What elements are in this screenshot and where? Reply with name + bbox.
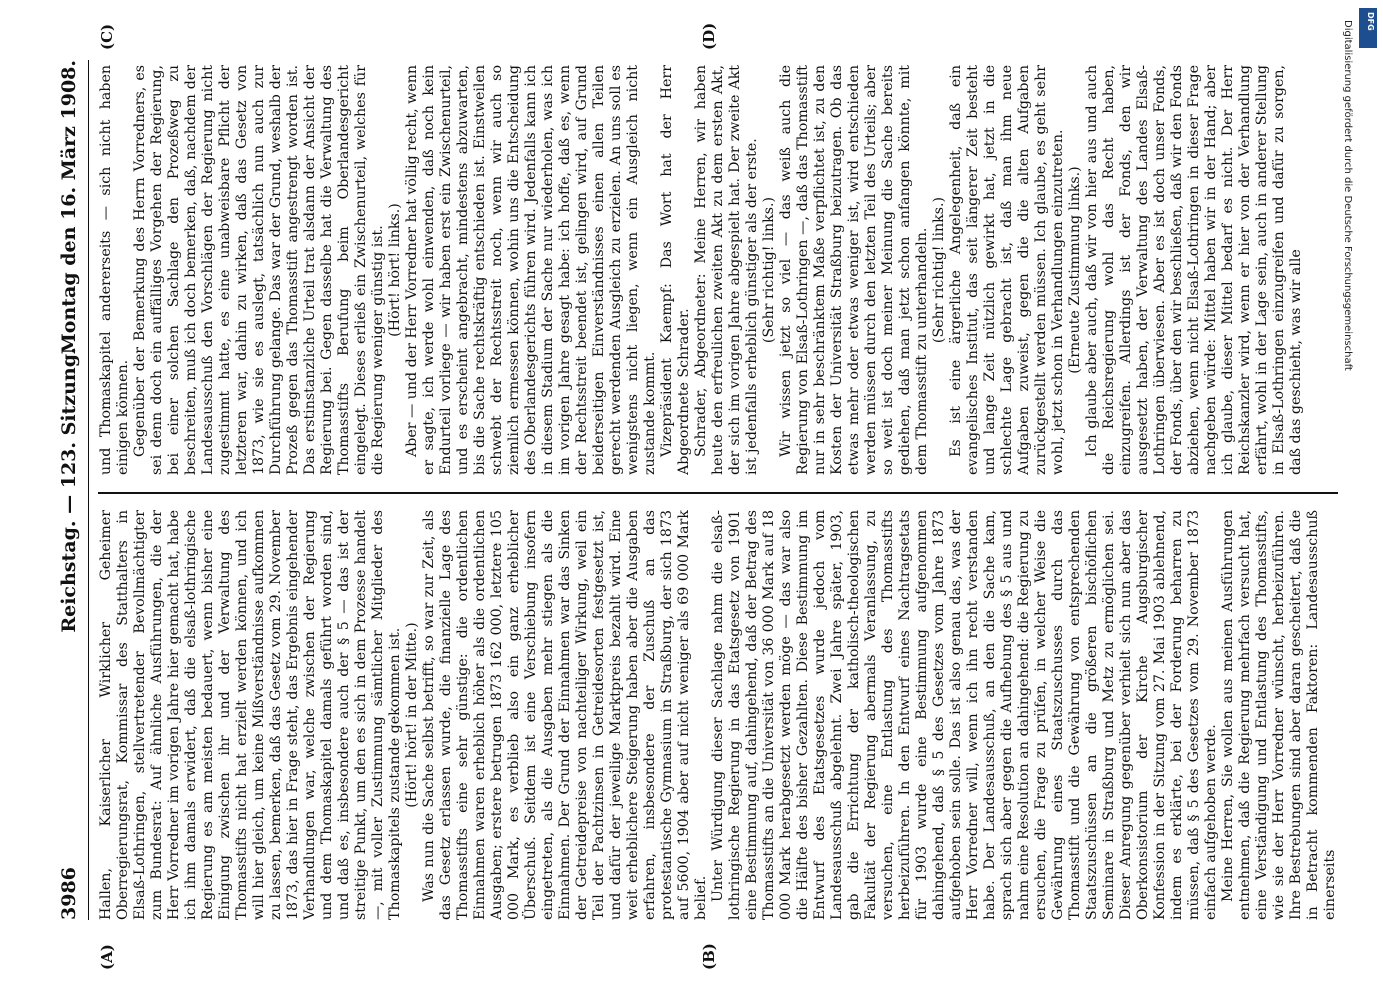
paragraph: Hallen, Kaiserlicher Wirklicher Geheimer Oberregierungsrat, Kommissar des Statthalters in Elsaß-Lothringen, stellvertretender Bevollmächtigter zum Bundesrat: Auf ähnliche Ausführungen, die der Herr Vorredner im vorigen Jahre hier gemacht hat, habe ich ihm damals erwidert, daß die elsaß-lothringische Regierung es am meisten bedauert, wenn bisher eine Einigung zwischen ihr und der Verwaltung des Thomasstifts nicht hat erzielt werden können, und ich will hier gleich, um keine Mißverständnisse aufkommen zu lassen, bemerken, daß das Gesetz vom 29. November 1873, das hier in Frage steht, das Ergebnis eingehender Verhandlungen war, welche zwischen der Regierung und dem Thomaskapitel damals geführt worden sind, und daß es, insbesondere auch der § 5 — das ist der streitige Punkt, um den es sich in dem Prozesse handelt —, mit voller Zustimmung sämtlicher Mitglieder des Thomaskapitels zustande gekommen ist.	[98, 510, 403, 920]
paragraph: Aber — und der Herr Vorredner hat völlig recht, wenn er sagte, ich werde wohl einwenden, daß noch kein Endurteil vorliege — wir haben erst ein Zwischenurteil, und es erscheint angebracht, mindestens abzuwarten, bis die Sache rechtskräftig entschieden ist. Einstweilen schwebt der Rechtsstreit noch, wenn wir auch so ziemlich ermessen können, wohin uns die Entscheidung des Oberlandesgerichts führen wird. Jedenfalls kann ich in diesem Stadium der Sache nur wiederholen, was ich im vorigen Jahre gesagt habe: ich hoffe, daß es, wenn der Rechtsstreit beendet ist, gelingen wird, auf Grund beiderseitigen Einverständnisses einen allen Teilen gerecht werdenden Ausgleich zu erzielen. An uns soll es wenigstens nicht liegen, wenn ein Ausgleich nicht zustande kommt.	[404, 65, 658, 475]
column-divider	[98, 493, 1338, 495]
page-header	[52, 60, 89, 920]
dfg-logo	[1359, 8, 1377, 48]
margin-mark-a: (A)	[98, 944, 116, 970]
interjection: (Sehr richtig! links.)	[761, 196, 777, 344]
paragraph: Vizepräsident Kaempf: Das Wort hat der Herr Abgeordnete Schrader.	[659, 65, 692, 475]
margin-mark-d: (D)	[700, 22, 718, 50]
dfg-logo-text: DFG	[1366, 12, 1375, 31]
digitization-note: Digitalisierung gefördert durch die Deutsche Forschungsgemeinschaft	[1342, 20, 1353, 371]
paragraph: Was nun die Sache selbst betrifft, so war zur Zeit, als das Gesetz erlassen wurde, die finanzielle Lage des Thomasstifts eine sehr günstige: die ordentlichen Einnahmen waren erheblich höher als die ordentlichen Ausgaben; erstere betrugen 1873 162 000, letztere 105 000 Mark, es verblieb also ein ganz erheblicher Überschuß. Seitdem ist eine Verschiebung insofern eingetreten, als die Ausgaben mehr stiegen als die Einnahmen. Der Grund der Einnahmen war das Sinken der Getreidepreise von nachteiliger Wirkung, weil ein Teil der Pachtzinsen in Getreidesorten festgesetzt ist, und dafür der jeweilige Marktpreis bezahlt wird. Eine weit erheblichere Steigerung haben aber die Ausgaben erfahren, insbesondere der Zuschuß an das protestantische Gymnasium in Straßburg, der sich 1873 auf 5600, 1904 aber auf nicht weniger als 69 000 Mark belief.	[421, 510, 709, 920]
interjection: (Erneute Zustimmung links.)	[1067, 166, 1083, 374]
margin-mark-c: (C)	[98, 23, 116, 50]
session-date: Montag den 16. März 1908.	[58, 60, 80, 355]
left-column	[98, 510, 1338, 920]
paragraph: Es ist eine ärgerliche Angelegenheit, daß ein evangelisches Institut, das seit längerer Zeit besteht und lange Zeit nützlich gewirkt hat, jetzt in die schlechte Lage gebracht ist, daß man ihm neue Aufgaben zuweist, gegen die die alten Aufgaben zurückgestellt werden müssen. Ich glaube, es geht sehr wohl, jetzt schon in Verhandlungen einzutreten.	[948, 65, 1066, 475]
interjection: (Hört! hört! in der Mitte.)	[404, 622, 420, 808]
page-number: 3986	[58, 867, 80, 920]
margin-mark-b: (B)	[700, 943, 718, 970]
interjection: (Sehr richtig! links.)	[931, 196, 947, 344]
paragraph: Meine Herren, Sie wollen aus meinen Ausführungen entnehmen, daß die Regierung mehrfach versucht hat, eine Verständigung und Entlastung des Thomasstifts, wie sie der Herr Vorredner wünscht, herbeizuführen. Ihre Bestrebungen sind aber daran gescheitert, daß die in Betracht kommenden Faktoren: Landesausschuß einerseits	[1220, 510, 1338, 920]
session-title: Reichstag. — 123. Sitzung.	[58, 347, 80, 633]
paragraph: Schrader, Abgeordneter: Meine Herren, wir haben heute den erfreulichen zweiten Akt zu dem ersten Akt, der sich im vorigen Jahre abgespielt hat. Der zweite Akt ist jedenfalls erheblich günstiger als der erste.	[693, 65, 760, 475]
paragraph: und Thomaskapitel andererseits — sich nicht haben einigen können.	[98, 65, 131, 475]
paragraph: Ich glaube aber auch, daß wir von hier aus und auch die Reichsregierung wohl das Recht haben, einzugreifen. Allerdings ist der Fonds, den wir ausgesetzt haben, der Verwaltung des Landes Elsaß-Lothringen überwiesen. Aber es ist doch unser Fonds, der Fonds, über den wir beschließen, daß wir den Fonds abziehen, wenn nicht Elsaß-Lothringen in dieser Frage nachgeben würde: Mittel haben wir in der Hand; aber ich glaube, dieser Mittel bedarf es nicht. Der Herr Reichskanzler wird, wenn er hier von der Verhandlung erfährt, wohl in der Lage sein, auch in anderer Stellung in Elsaß-Lothringen einzugreifen und dafür zu sorgen, daß das geschieht, was wir alle	[1084, 65, 1304, 475]
paragraph: Unter Würdigung dieser Sachlage nahm die elsaß-lothringische Regierung in das Etatsgesetz von 1901 eine Bestimmung auf, dahingehend, daß der Betrag des Thomasstifts an die Universität von 36 000 Mark auf 18 000 Mark herabgesetzt werden möge — das war also die Hälfte des bisher Gezahlten. Diese Bestimmung im Entwurf des Etatsgesetzes wurde jedoch vom Landesausschuß abgelehnt. Zwei Jahre später, 1903, gab die Errichtung der katholisch-theologischen Fakultät der Regierung abermals Veranlassung, zu versuchen, eine Entlastung des Thomasstifts herbeizuführen. In den Entwurf eines Nachtragsetats für 1903 wurde eine Bestimmung aufgenommen dahingehend, daß § 5 des Gesetzes vom Jahre 1873 aufgehoben sein solle. Das ist also genau das, was der Herr Vorredner will, wenn ich ihn recht verstanden habe. Der Landesausschuß, an den die Sache kam, sprach sich aber gegen die Aufhebung des § 5 aus und nahm eine Resolution an dahingehend: die Regierung zu ersuchen, die Frage zu prüfen, in welcher Weise die Gewährung eines Staatszuschusses durch das Thomasstift und die Gewährung von entsprechenden Staatszuschüssen an die größeren bischöflichen Seminare in Straßburg und Metz zu ermöglichen sei. Dieser Anregung gegenüber verhielt sich nun aber das Oberkonsistorium der Kirche Augsburgischer Konfession in der Sitzung vom 27. Mai 1903 ablehnend, indem es erklärte, bei der Forderung beharren zu müssen, daß § 5 des Gesetzes vom 29. November 1873 einfach aufgehoben werde.	[710, 510, 1219, 920]
paragraph: Wir wissen jetzt so viel — das weiß auch die Regierung von Elsaß-Lothringen —, daß das Thomasstift nur in sehr beschränktem Maße verpflichtet ist, zu den Kosten der Universität Straßburg beizutragen. Ob das etwas mehr oder etwas weniger ist, wird entschieden werden müssen durch den letzten Teil des Urteils; aber so weit ist doch meiner Meinung die Sache bereits gediehen, daß man jetzt schon anfangen könnte, mit dem Thomasstift zu unterhandeln.	[778, 65, 930, 475]
paragraph: Gegenüber der Bemerkung des Herrn Vorredners, es sei denn doch ein auffälliges Vorgehen der Regierung, bei einer solchen Sachlage den Prozeßweg zu beschreiten, muß ich doch bemerken, daß, nachdem der Landesausschuß den Vorschlägen der Regierung nicht zugestimmt hatte, es eine unabweisbare Pflicht der letzteren war, dahin zu wirken, daß das Gesetz von 1873, wie sie es auslegt, tatsächlich nun auch zur Durchführung gelange. Das war der Grund, weshalb der Prozeß gegen das Thomasstift angestrengt worden ist. Das erstinstanzliche Urteil trat alsdann der Ansicht der Regierung bei. Gegen dasselbe hat die Verwaltung des Thomasstifts Berufung beim Oberlandesgericht eingelegt. Dieses erließ ein Zwischenurteil, welches für die Regierung weniger günstig ist.	[132, 65, 386, 475]
interjection: (Hört! hört! links.)	[387, 203, 403, 337]
right-column	[98, 65, 1338, 475]
